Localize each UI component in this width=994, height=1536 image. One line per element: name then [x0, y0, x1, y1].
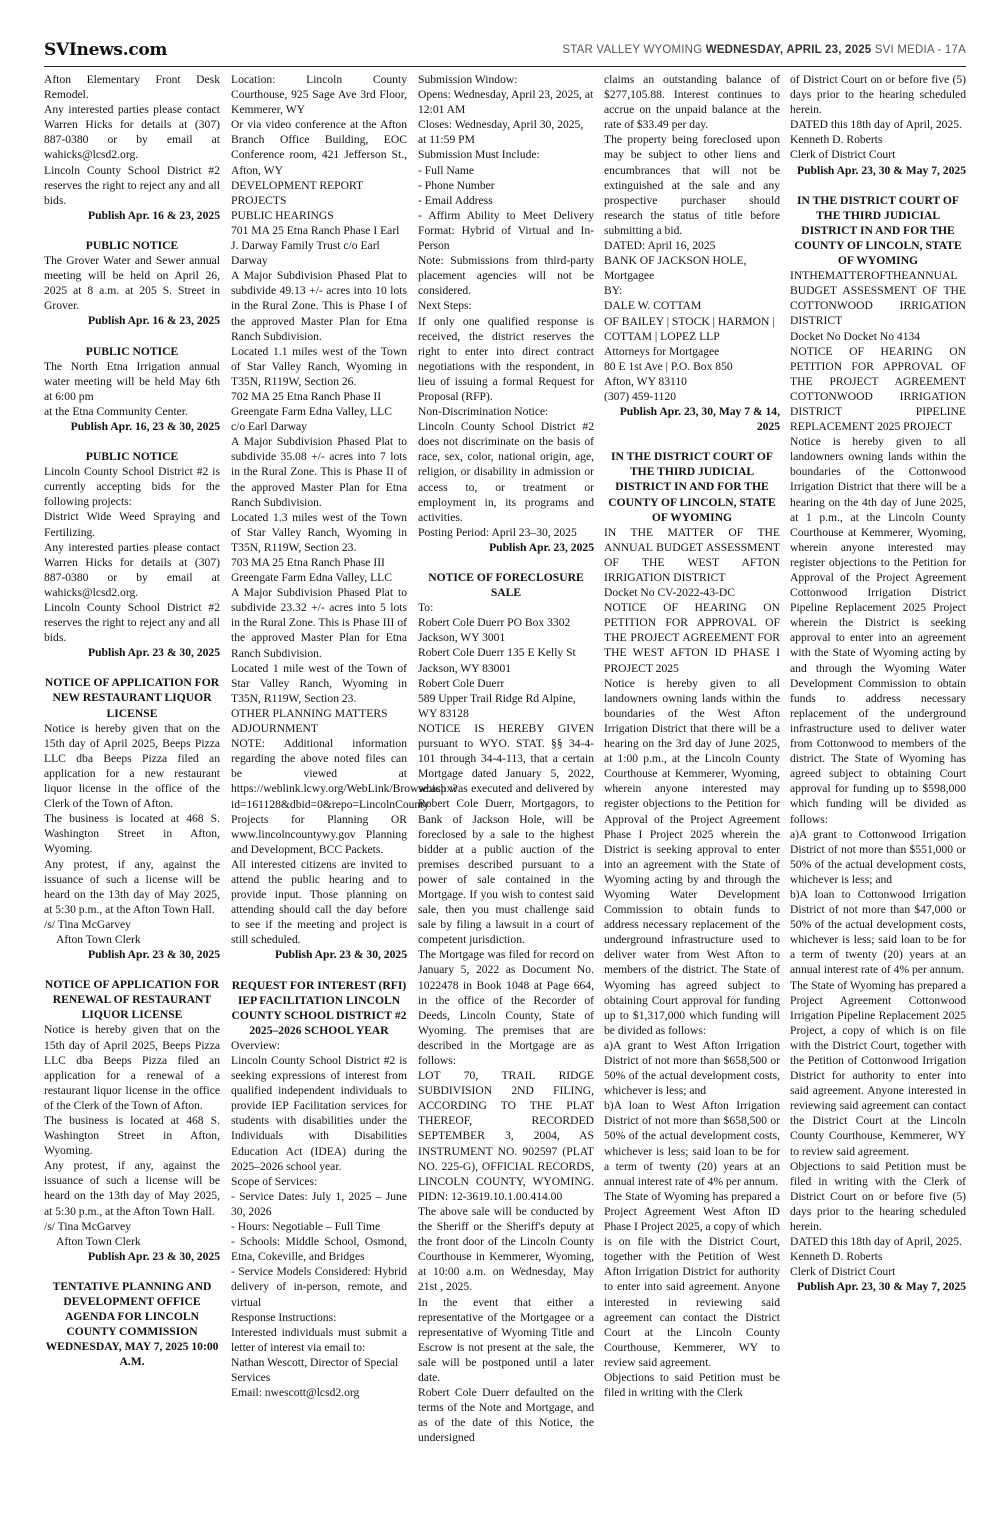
notice-paragraph: Afton Town Clerk: [56, 932, 141, 946]
notice-paragraph: Lincoln County School District #2 reserves the right to reject any and all bids.: [44, 601, 220, 645]
notice-paragraph: (307) 459-1120: [604, 389, 677, 403]
notice-paragraph: A Major Subdivision Phased Plat to subdivide 23.32 +/- acres into 5 lots in the Rural Zone. This is Phase III of the approved Master Plan for Etna Ranch Subdivision.: [231, 586, 407, 660]
notice-paragraph: 703 MA 25 Etna Ranch Phase III Greengate Farm Edna Valley, LLC: [231, 556, 392, 585]
notice-paragraph: Afton Elementary Front Desk Remodel.: [44, 73, 220, 102]
notice-paragraph: Projects for Planning OR www.lincolncountywy.gov Planning and Development, BCC Packets.: [231, 812, 407, 856]
notice-heading: PUBLIC NOTICE: [85, 450, 179, 464]
notice-heading: IN THE DISTRICT COURT OF THE THIRD JUDICIAL DISTRICT IN AND FOR THE COUNTY OF LINCOLN, STATE OF WYOMING: [794, 193, 962, 268]
notice-paragraph: BANK OF JACKSON HOLE, Mortgagee: [604, 254, 747, 283]
notice-paragraph: LOT 70, TRAIL RIDGE SUBDIVISION 2ND FILING, ACCORDING TO THE PLAT THEREOF, RECORDED SEPTEMBER 3, 2004, AS INSTRUMENT NO. 902597 (PLAT NO. 225-G), OFFICIAL RECORDS, LINCOLN COUNTY, WYOMING. PIDN: 12-3619.10.1.00.414.00: [418, 1069, 594, 1203]
notice-paragraph: Clerk of District Court: [790, 1265, 896, 1279]
notice-paragraph: Notice is hereby given to all landowners owning lands within the boundaries of the West Afton Irrigation District that there will be a hearing on the 3rd day of June 2025, at 1:00 p.m., at the Lincoln County Courthouse at Kemmerer, Wyoming, wherein anyone interested may register objections to the Petition for Approval of the Project Agreement Phase I Project 2025 wherein the District is seeking approval to enter into an agreement with the State of Wyoming acting by and through the Wyoming Water Development Commission to obtain funds to address necessary replacement of the underground infrastructure used to deliver water from West Afton to members of the district. The State of Wyoming has agreed subject to obtaining Court approval for funding up to $1,317,000 which funding will be divided as follows:: [604, 676, 780, 1037]
notice-paragraph: A Major Subdivision Phased Plat to subdivide 49.13 +/- acres into 10 lots in the Rural Zone. This is Phase I of the approved Master Plan for Etna Ranch Subdivision.: [231, 269, 407, 343]
notice-paragraph: The business is located at 468 S. Washington Street in Afton, Wyoming.: [44, 1114, 220, 1158]
column-3: [418, 72, 594, 1530]
folio-page: SVI MEDIA - 17A: [874, 44, 966, 56]
notice-paragraph: Email: nwescott@lcsd2.org: [231, 1386, 360, 1400]
notice-paragraph: Or via video conference at the Afton Branch Office Building, EOC Conference room, 421 Jefferson St., Afton, WY: [231, 118, 407, 177]
notice-paragraph: 701 MA 25 Etna Ranch Phase I Earl J. Darway Family Trust c/o Earl Darway: [231, 223, 400, 268]
notice-paragraph: OF BAILEY | STOCK | HARMON | COTTAM | LOPEZ LLP: [604, 314, 775, 343]
notice-paragraph: Next Steps:: [418, 299, 472, 313]
notice-paragraph: Any protest, if any, against the issuance of such a license will be heard on the 13th day of May 2025, at 5:30 p.m., at the Afton Town Hall.: [44, 1159, 220, 1218]
notice-paragraph: Clerk of District Court: [790, 148, 896, 162]
notice-paragraph: - Hours: Negotiable – Full Time: [231, 1220, 381, 1234]
column-1: [44, 72, 220, 1530]
site-name: SVInews.com: [44, 40, 168, 60]
notice-heading: IN THE DISTRICT COURT OF THE THIRD JUDICIAL DISTRICT IN AND FOR THE COUNTY OF LINCOLN, STATE OF WYOMING: [608, 450, 776, 524]
notice-heading: TENTATIVE PLANNING AND DEVELOPMENT OFFICE AGENDA FOR LINCOLN COUNTY COMMISSION WEDNESDAY, MAY 7, 2025 10:00 A.M.: [45, 1279, 219, 1369]
publish-line: Publish Apr. 23 & 30, 2025: [275, 948, 407, 962]
publish-line: Publish Apr. 23, 30, May 7 & 14, 2025: [619, 405, 780, 434]
notice-paragraph: The State of Wyoming has prepared a Project Agreement West Afton ID Phase I Project 2025, a copy of which is on file with the District Court, together with the Petition of West Afton Irrigation District for authority to enter into said agreement. Anyone interested in reviewing said agreement can contact the District Court at the Lincoln County Courthouse, Kemmerer, WY to review said agreement.: [604, 1189, 780, 1369]
legal-notices-columns: [44, 72, 966, 1530]
notice-paragraph: Kenneth D. Roberts: [790, 1250, 883, 1264]
notice-paragraph: Posting Period: April 23–30, 2025: [418, 525, 577, 539]
notice-paragraph: claims an outstanding balance of $277,105.88. Interest continues to accrue on the unpaid balance at the rate of $33.49 per day.: [604, 73, 780, 132]
notice-paragraph: NOTICE OF HEARING ON PETITION FOR APPROVAL OF THE PROJECT AGREEMENT COTTONWOOD IRRIGATION DISTRICT PIPELINE REPLACEMENT 2025 PROJECT: [790, 344, 966, 434]
notice-paragraph: Any interested parties please contact Warren Hicks for details at (307) 887-0380 or by email at wahicks@lcsd2.org.: [44, 540, 220, 599]
notice-paragraph: BY:: [604, 284, 623, 298]
notice-paragraph: Docket No CV-2022-43-DC: [604, 586, 735, 600]
column-4: [604, 72, 780, 1530]
notice-paragraph: /s/ Tina McGarvey: [44, 1219, 131, 1233]
page-folio: [562, 44, 966, 56]
notice-paragraph: Located 1 mile west of the Town of Star Valley Ranch, Wyoming in T35N, R119W, Section 23.: [231, 661, 407, 705]
publish-line: Publish Apr. 23, 30 & May 7, 2025: [797, 163, 966, 177]
folio-date: WEDNESDAY, APRIL 23, 2025: [705, 44, 872, 56]
notice-paragraph: Lincoln County School District #2 reserves the right to reject any and all bids.: [44, 163, 220, 207]
notice-paragraph: - Email Address: [418, 193, 493, 207]
notice-paragraph: Robert Cole Duerr 135 E Kelly St Jackson, WY 83001: [418, 646, 576, 675]
notice-paragraph: Robert Cole Duerr: [418, 676, 505, 690]
notice-paragraph: The business is located at 468 S. Washington Street in Afton, Wyoming.: [44, 812, 220, 856]
notice-paragraph: Submission Window:: [418, 73, 518, 86]
notice-paragraph: Objections to said Petition must be filed in writing with the Clerk: [604, 1370, 780, 1400]
notice-paragraph: Lincoln County School District #2 does not discriminate on the basis of race, sex, color, national origin, age, religion, or disability in admission or access to, or treatment or employment in, its programs and activities.: [418, 420, 594, 524]
notice-paragraph: Objections to said Petition must be filed in writing with the Clerk of District Court on or before five (5) days prior to the hearing scheduled herein.: [790, 1159, 966, 1234]
notice-heading: PUBLIC NOTICE: [85, 238, 179, 252]
notice-paragraph: Lincoln County School District #2 is seeking expressions of interest from qualified independent individuals to provide IEP Facilitation services for students with disabilities under the Individuals with Disabilities Education Act (IDEA) during the 2025–2026 school year.: [231, 1054, 407, 1173]
notice-paragraph: Closes: Wednesday, April 30, 2025, at 11:59 PM: [418, 118, 584, 147]
notice-paragraph: b)A loan to Cottonwood Irrigation District of not more than $47,000 or 50% of the actual development costs, whichever is less; said loan to be for a term of twenty (20) years at an annual interest rate of 4% per annum.: [790, 887, 966, 977]
notice-paragraph: Notice is hereby given that on the 15th day of April 2025, Beeps Pizza LLC dba Beeps Pizza filed an application for a renewal of a restaurant liquor license in the office of the Clerk of the Town of Afton.: [44, 1023, 220, 1112]
notice-paragraph: The Grover Water and Sewer annual meeting will be held on April 26, 2025 at 8 a.m. at 205 S. Street in Grover.: [44, 254, 220, 313]
notice-paragraph: Opens: Wednesday, April 23, 2025, at 12:01 AM: [418, 88, 594, 117]
notice-paragraph: - Full Name: [418, 163, 475, 177]
publish-line: Publish Apr. 23, 30 & May 7, 2025: [797, 1280, 966, 1294]
notice-paragraph: /s/ Tina McGarvey: [44, 917, 131, 931]
notice-paragraph: All interested citizens are invited to attend the public hearing and to provide input. Those planning on attending should call the day before to see if the meeting and project is still scheduled.: [231, 857, 407, 947]
notice-paragraph: DATED this 18th day of April, 2025.: [790, 1235, 962, 1249]
notice-paragraph: OTHER PLANNING MATTERS: [231, 706, 388, 720]
notice-paragraph: Any interested parties please contact Warren Hicks for details at (307) 887-0380 or by email at wahicks@lcsd2.org.: [44, 103, 220, 162]
notice-paragraph: Response Instructions:: [231, 1310, 337, 1324]
publish-line: Publish Apr. 23 & 30, 2025: [88, 646, 220, 660]
publish-line: Publish Apr. 16 & 23, 2025: [88, 208, 220, 222]
notice-paragraph: a)A grant to West Afton Irrigation District of not more than $658,500 or 50% of the actual development costs, whichever is less; and: [604, 1038, 780, 1098]
publish-line: Publish Apr. 16, 23 & 30, 2025: [70, 419, 220, 433]
notice-paragraph: A Major Subdivision Phased Plat to subdivide 35.08 +/- acres into 7 lots in the Rural Zone. This is Phase II of the approved Master Plan for Etna Ranch Subdivision.: [231, 435, 407, 509]
notice-paragraph: DATED: April 16, 2025: [604, 239, 716, 253]
notice-paragraph: Note: Submissions from third-party placement agencies will not be considered.: [418, 254, 594, 298]
notice-paragraph: In the event that either a representative of the Mortgagee or a representative of Wyoming Title and Escrow is not present at the sale, the sale will be postponed until a later date.: [418, 1295, 594, 1384]
notice-paragraph: Kenneth D. Roberts: [790, 133, 883, 147]
notice-paragraph: Robert Cole Duerr defaulted on the terms of the Note and Mortgage, and as of the date of this Notice, the undersigned: [418, 1386, 594, 1445]
publish-line: Publish Apr. 23, 2025: [489, 540, 594, 554]
notice-paragraph: Scope of Services:: [231, 1174, 318, 1188]
publish-line: Publish Apr. 23 & 30, 2025: [88, 948, 220, 962]
notice-paragraph: The State of Wyoming has prepared a Project Agreement Cottonwood Irrigation Pipeline Replacement 2025 Project, a copy of which is on file with the District Court, together with the Petition of Cottonwood Irrigation District for authority to enter into said agreement. Anyone interested in reviewing said agreement can contact the District Court at the Lincoln County Courthouse, Kemmerer, WY to review said agreement.: [790, 978, 966, 1158]
notice-paragraph: at the Etna Community Center.: [44, 404, 188, 418]
folio-paper: STAR VALLEY WYOMING: [562, 44, 703, 56]
notice-paragraph: of District Court on or before five (5) days prior to the hearing scheduled herein.: [790, 73, 966, 117]
notice-paragraph: b)A loan to West Afton Irrigation District of not more than $658,500 or 50% of the actual development costs, whichever is less; said loan to be for a term of twenty (20) years at an annual interest rate of 4% per annum.: [604, 1099, 780, 1188]
notice-paragraph: Notice is hereby given to all landowners owning lands within the boundaries of the Cottonwood Irrigation District that there will be a hearing on the 4th day of June 2025, at 1 p.m., at the Lincoln County Courthouse at Kemmerer, Wyoming, wherein anyone interested may register objections to the Petition for Approval of the Project Agreement Cottonwood Irrigation District Pipeline Replacement 2025 Project wherein the District is seeking approval to enter into an agreement with the State of Wyoming acting by and through the Wyoming Water Development Commission to obtain funds to address necessary replacement of the underground infrastructure used to deliver water from Cottonwood to members of the district. The State of Wyoming has agreed subject to obtaining Court approval for funding up to $598,000 which funding will be divided as follows:: [790, 435, 966, 826]
notice-paragraph: Non-Discrimination Notice:: [418, 405, 549, 419]
notice-paragraph: DATED this 18th day of April, 2025.: [790, 118, 962, 132]
notice-paragraph: If only one qualified response is received, the district reserves the right to enter into direct contract negotiations with the respondent, in lieu of issuing a formal Request for Proposal (RFP).: [418, 314, 594, 403]
notice-paragraph: The above sale will be conducted by the Sheriff or the Sheriff's deputy at the front door of the Lincoln County Courthouse in Kemmerer, Wyoming, at 10:00 a.m. on Wednesday, May 21st , 2025.: [418, 1204, 594, 1294]
notice-paragraph: Any protest, if any, against the issuance of such a license will be heard on the 13th day of May 2025, at 5:30 p.m., at the Afton Town Hall.: [44, 857, 220, 916]
notice-paragraph: PUBLIC HEARINGS: [231, 208, 334, 222]
notice-paragraph: 589 Upper Trail Ridge Rd Alpine, WY 83128: [418, 691, 576, 720]
notice-paragraph: Nathan Wescott, Director of Special Services: [231, 1355, 399, 1384]
notice-paragraph: - Service Models Considered: Hybrid delivery of in-person, remote, and virtual: [231, 1265, 407, 1309]
notice-paragraph: Located 1.3 miles west of the Town of Star Valley Ranch, Wyoming in T35N, R119W, Section 23.: [231, 510, 407, 554]
notice-paragraph: Located 1.1 miles west of the Town of Star Valley Ranch, Wyoming in T35N, R119W, Section 26.: [231, 344, 407, 388]
notice-paragraph: Attorneys for Mortgagee: [604, 344, 720, 358]
notice-paragraph: - Service Dates: July 1, 2025 – June 30, 2026: [231, 1189, 407, 1218]
notice-paragraph: Afton Town Clerk: [56, 1234, 141, 1248]
notice-paragraph: 80 E 1st Ave | P.O. Box 850: [604, 359, 733, 373]
notice-paragraph: Location: Lincoln County Courthouse, 925 Sage Ave 3rd Floor, Kemmerer, WY: [231, 73, 407, 117]
notice-paragraph: DEVELOPMENT REPORT PROJECTS: [231, 178, 363, 207]
notice-heading: PUBLIC NOTICE: [85, 344, 179, 358]
notice-paragraph: NOTICE OF HEARING ON PETITION FOR APPROVAL OF THE PROJECT AGREEMENT FOR THE WEST AFTON ID PHASE I PROJECT 2025: [604, 601, 780, 675]
notice-paragraph: The Mortgage was filed for record on January 5, 2022 as Document No. 1022478 in Book 1048 at Page 664, in the office of the Recorder of Deeds, Lincoln County, State of Wyoming. The premises that are described in the Mortgage are as follows:: [418, 948, 594, 1067]
notice-paragraph: Robert Cole Duerr PO Box 3302 Jackson, WY 3001: [418, 616, 571, 645]
notice-paragraph: The property being foreclosed upon may be subject to other liens and encumbrances that will not be extinguished at the sale and any prospective purchaser should research the status of title before submitting a bid.: [604, 133, 780, 237]
notice-paragraph: Lincoln County School District #2 is currently accepting bids for the following projects:: [44, 465, 220, 509]
notice-paragraph: - Affirm Ability to Meet Delivery Format: Hybrid of Virtual and In-Person: [418, 208, 594, 253]
column-5: [790, 72, 966, 1530]
notice-paragraph: Notice is hereby given that on the 15th day of April 2025, Beeps Pizza LLC dba Beeps Pizza filed an application for a new restaurant liquor license in the office of the Clerk of the Town of Afton.: [44, 721, 220, 811]
notice-paragraph: INTHEMATTEROFTHEANNUAL BUDGET ASSESSMENT OF THE COTTONWOOD IRRIGATION DISTRICT: [790, 269, 966, 328]
notice-heading: NOTICE OF APPLICATION FOR NEW RESTAURANT LIQUOR LICENSE: [44, 676, 220, 720]
notice-heading: NOTICE OF APPLICATION FOR RENEWAL OF RESTAURANT LIQUOR LICENSE: [44, 978, 220, 1022]
notice-paragraph: Overview:: [231, 1038, 280, 1052]
notice-paragraph: DALE W. COTTAM: [604, 299, 702, 313]
notice-paragraph: NOTE: Additional information regarding the above noted files can be viewed at https://weblink.lcwy.org/WebLink/Browse.aspx?id=161128&dbid=0&repo=LincolnCounty: [231, 737, 458, 811]
publish-line: Publish Apr. 23 & 30, 2025: [88, 1249, 220, 1263]
notice-paragraph: NOTICE IS HEREBY GIVEN pursuant to WYO. STAT. §§ 34-4-101 through 34-4-113, that a certain Mortgage dated January 5, 2022, which was executed and delivered by Robert Cole Duerr, Mortgagors, to Bank of Jackson Hole, will be foreclosed by a sale to the highest bidder at a public auction of the premises described pursuant to a power of sale contained in the Mortgage. If you wish to contest said sale, then you must challenge said sale by filing a lawsuit in a court of competent jurisdiction.: [418, 721, 594, 947]
notice-paragraph: Submission Must Include:: [418, 148, 540, 162]
notice-paragraph: Afton, WY 83110: [604, 374, 687, 388]
notice-paragraph: District Wide Weed Spraying and Fertilizing.: [44, 510, 220, 539]
notice-paragraph: a)A grant to Cottonwood Irrigation District of not more than $551,000 or 50% of the actual development costs, whichever is less; and: [790, 827, 966, 886]
notice-paragraph: To:: [418, 601, 434, 615]
notice-heading: NOTICE OF FORECLOSURE SALE: [428, 571, 584, 600]
notice-paragraph: IN THE MATTER OF THE ANNUAL BUDGET ASSESSMENT OF THE WEST AFTON IRRIGATION DISTRICT: [604, 525, 780, 584]
publish-line: Publish Apr. 16 & 23, 2025: [88, 314, 220, 328]
notice-paragraph: Interested individuals must submit a letter of interest via email to:: [231, 1325, 407, 1354]
notice-paragraph: - Schools: Middle School, Osmond, Etna, Cokeville, and Bridges: [231, 1235, 407, 1264]
notice-paragraph: Docket No Docket No 4134: [790, 329, 921, 343]
notice-heading: REQUEST FOR INTEREST (RFI) IEP FACILITATION LINCOLN COUNTY SCHOOL DISTRICT #2 2025–2026 SCHOOL YEAR: [231, 978, 407, 1037]
notice-paragraph: 702 MA 25 Etna Ranch Phase II Greengate Farm Edna Valley, LLC c/o Earl Darway: [231, 389, 392, 434]
notice-paragraph: - Phone Number: [418, 178, 495, 192]
notice-paragraph: ADJOURNMENT: [231, 722, 318, 736]
page-header: [44, 38, 966, 67]
notice-paragraph: The North Etna Irrigation annual water meeting will be held May 6th at 6:00 pm: [44, 359, 220, 403]
